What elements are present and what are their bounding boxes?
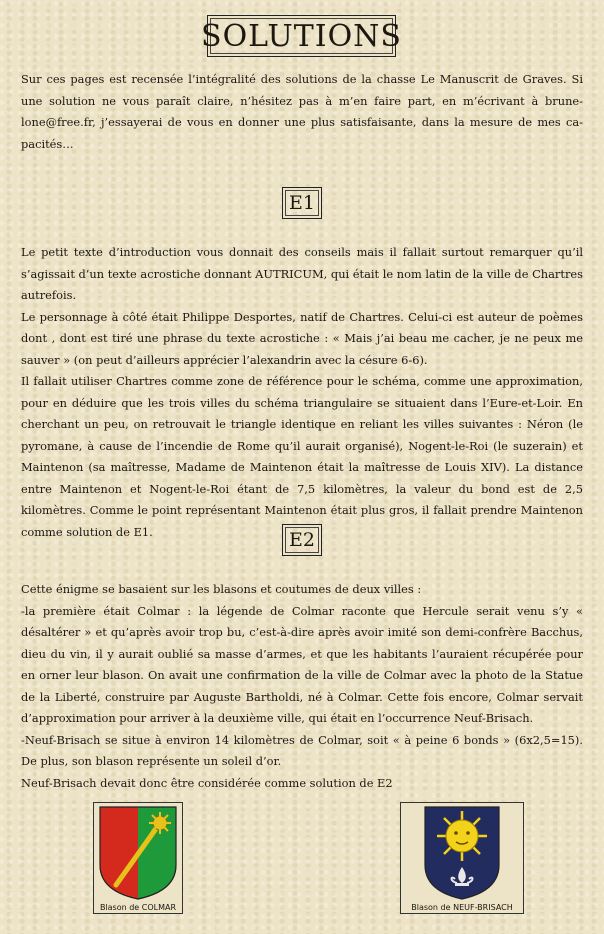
e2-paragraph: -Neuf-Brisach se situe à environ 14 kilomètres de Colmar, soit « à peine 6 bonds » (6x2,5=15). De plus, son blason représente un soleil d’or. [21,732,583,768]
section-e1-body [21,242,583,543]
colmar-crest-icon [94,803,182,901]
section-heading-e2: E2 [282,524,322,556]
neuf-brisach-crest-icon [401,803,523,901]
intro-text: Sur ces pages est recensée l’intégralité des solutions de la chasse Le Manuscrit de Graves. Si une solution ne vous paraît claire, n’hésitez pas à m’en faire part, en m’écrivant à brune-lone@free.fr, j’essayerai de vous en donner une plus satisfaisante, dans la mesure de mes ca-pacités… [21,72,583,151]
colmar-crest-caption: Blason de COLMAR [99,903,177,912]
e2-paragraph: -la première était Colmar : la légende de Colmar raconte que Hercule serait venu s’y « désaltérer » et qu’après avoir trop bu, c’est-à-dire après avoir imité son demi-confrère Bacchus, dieu du vin, il y aurait oublié sa masse d’armes, et que les habitants l’auraient récupérée pour en orner leur blason. On avait une confirmation de la ville de Colmar avec la photo de la Statue de la Liberté, construire par Auguste Bartholdi, né à Colmar. Cette fois encore, Colmar servait d’approximation pour arriver à la deuxième ville, qui était en l’occurrence Neuf-Brisach. [21,603,583,725]
page-title: SOLUTIONS [207,15,396,57]
e1-paragraph: Le petit texte d’introduction vous donnait des conseils mais il fallait surtout remarquer qu’il s’agissait d’un texte acrostiche donnant AUTRICUM, qui était le nom latin de la ville de Chartres autrefois. [21,245,583,302]
e1-paragraph: Il fallait utiliser Chartres comme zone de référence pour le schéma, comme une approximation, pour en déduire que les trois villes du schéma triangulaire se situaient dans l’Eure-et-Loir. En cherchant un peu, on retrouvait le triangle identique en reliant les villes suivantes : Néron (le pyromane, à cause de l’incendie de Rome qu’il aurait organisé), Nogent-le-Roi (le suzerain) et Maintenon (sa maîtresse, Madame de Maintenon était la maîtresse de Louis XIV). La distance entre Maintenon et Nogent-le-Roi étant de 7,5 kilomètres, la valeur du bond est de 2,5 kilomètres. Comme le point représentant Maintenon était plus gros, il fallait prendre Maintenon comme solution de E1. [21,374,583,539]
colmar-crest [93,802,183,914]
neuf-brisach-crest [400,802,524,914]
e1-paragraph: Le personnage à côté était Philippe Desportes, natif de Chartres. Celui-ci est auteur de poèmes dont , dont est tiré une phrase du texte acrostiche : « Mais j’ai beau me cacher, je ne peux me sauver » (on peut d’ailleurs apprécier l’alexandrin avec la césure 6-6). [21,309,583,367]
neuf-brisach-crest-caption: Blason de NEUF-BRISACH [411,903,513,912]
section-e2-body [21,579,583,794]
e2-paragraph: Neuf-Brisach devait donc être considérée comme solution de E2 [21,775,393,790]
section-heading-e1: E1 [282,187,322,219]
e2-paragraph: Cette énigme se basaient sur les blasons et coutumes de deux villes : [21,582,422,596]
